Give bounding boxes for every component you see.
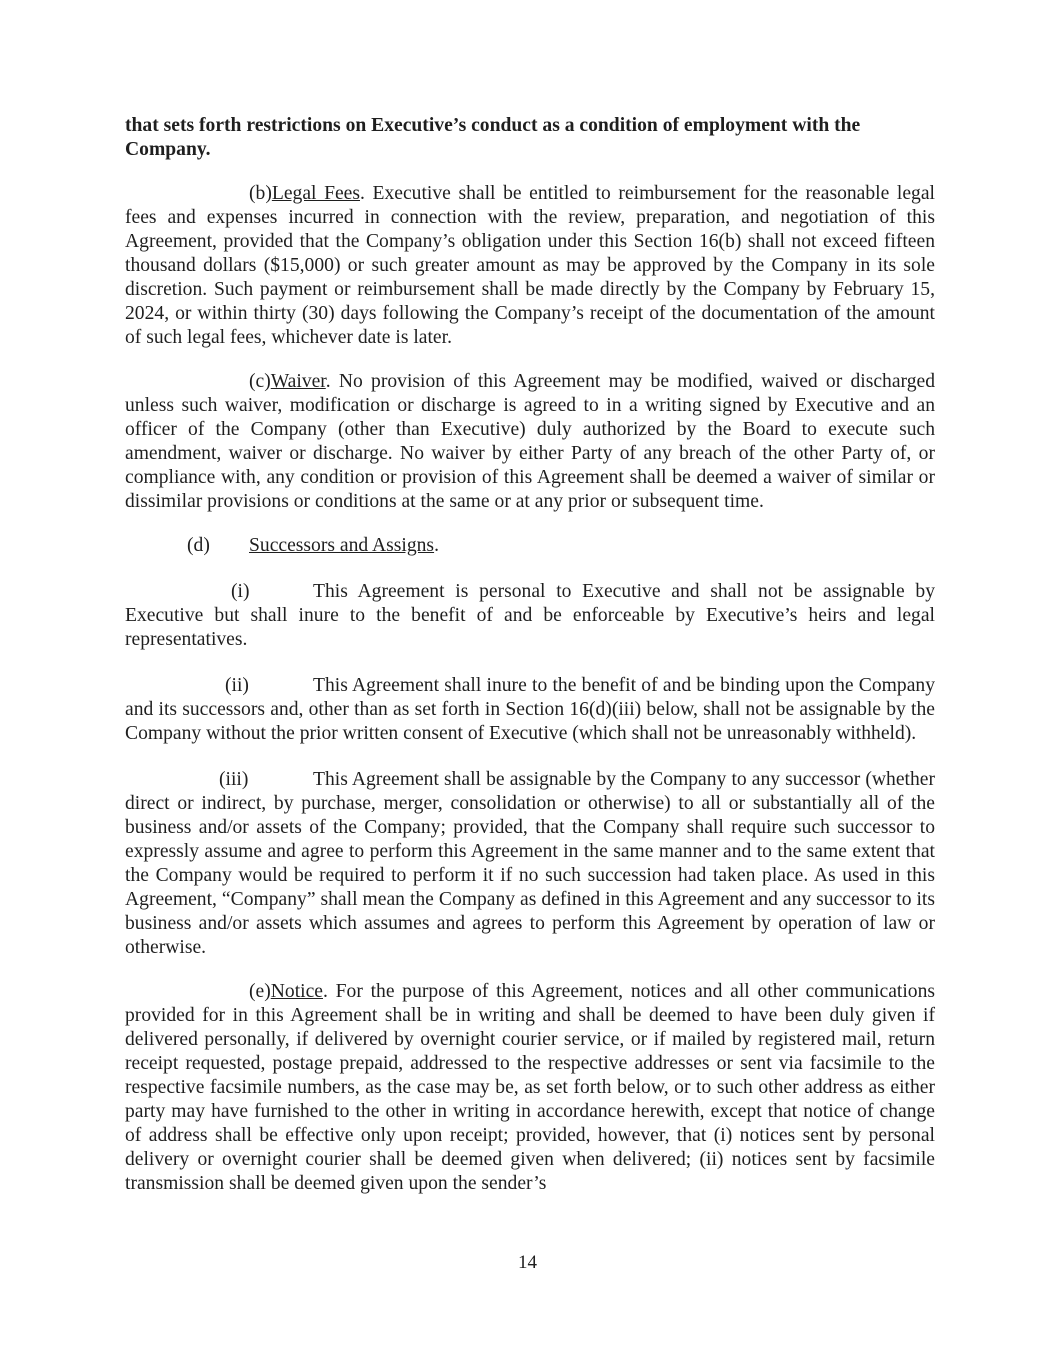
section-b-body: . Executive shall be entitled to reimbursement for the reasonable legal fees and expenses incurred in connection with the review, preparation, and negotiation of this Agreement, provided that the Company’s obligation under this Section 16(b) shall not exceed fifteen thousand dollars ($15,000) or such greater amount as may be approved by the Company in its sole discretion. Such payment or reimbursement shall be made directly by the Company by February 15, 2024, or within thirty (30) days following the Company’s receipt of the documentation of the amount of such legal fees, whichever date is later. — [125, 183, 935, 348]
section-c-marker: (c) — [249, 371, 271, 392]
section-e-heading: Notice — [270, 981, 323, 1002]
section-d-item-iii-marker: (iii) — [219, 769, 249, 790]
section-d-item-iii — [125, 768, 935, 960]
section-b-marker: (b) — [249, 183, 272, 204]
section-b-legal-fees — [125, 182, 935, 350]
section-d-successors — [125, 534, 935, 558]
section-d-body: . — [434, 535, 439, 556]
section-d-marker: (d) — [187, 535, 210, 556]
section-e-notice — [125, 980, 935, 1196]
lead-paragraph: that sets forth restrictions on Executive’s conduct as a condition of employment with the Company. — [125, 115, 861, 160]
section-d-item-i-marker: (i) — [231, 581, 250, 602]
section-e-body: . For the purpose of this Agreement, notices and all other communications provided for in this Agreement shall be in writing and shall be deemed to have been duly given if delivered personally, if delivered by overnight courier service, or if mailed by registered mail, return receipt requested, postage prepaid, addressed to the respective addresses or sent via facsimile to the respective facsimile numbers, as the case may be, as set forth below, or to such other address as either party may have furnished to the other in writing in accordance herewith, except that notice of change of address shall be effective only upon receipt; provided, however, that (i) notices sent by personal delivery or overnight courier shall be deemed given when delivered; (ii) notices sent by facsimile transmission shall be deemed given upon the sender’s — [125, 981, 935, 1194]
section-c-body: . No provision of this Agreement may be modified, waived or discharged unless such waiver, modification or discharge is agreed to in a writing signed by Executive and an officer of the Company (other than Executive) duly authorized by the Board to execute such amendment, waiver or discharge. No waiver by either Party of any breach of the other Party of, or compliance with, any condition or provision of this Agreement shall be deemed a waiver of similar or dissimilar provisions or conditions at the same or at any prior or subsequent time. — [125, 371, 935, 512]
section-d-item-iii-text: This Agreement shall be assignable by the Company to any successor (whether direct or indirect, by purchase, merger, consolidation or otherwise) to all or substantially all of the business and/or assets of the Company; provided, that the Company shall require such successor to expressly assume and agree to perform this Agreement in the same manner and to the same extent that the Company would be required to perform it if no such succession had taken place. As used in this Agreement, “Company” shall mean the Company as defined in this Agreement and any successor to its business and/or assets which assumes and agrees to perform this Agreement by operation of law or otherwise. — [125, 769, 935, 958]
section-d-item-ii-marker: (ii) — [225, 675, 249, 696]
section-c-heading: Waiver — [270, 371, 326, 392]
section-c-waiver — [125, 370, 935, 514]
section-d-heading: Successors and Assigns — [249, 535, 435, 556]
section-d-item-ii-text: This Agreement shall inure to the benefit of and be binding upon the Company and its successors and, other than as set forth in Section 16(d)(iii) below, shall not be assignable by the Company without the prior written consent of Executive (which shall not be unreasonably withheld). — [125, 675, 935, 744]
section-d-item-i — [125, 580, 935, 652]
page-number: 14 — [518, 1252, 537, 1273]
section-e-marker: (e) — [249, 981, 271, 1002]
section-d-item-i-text: This Agreement is personal to Executive and shall not be assignable by Executive but shall inure to the benefit of and be enforceable by Executive’s heirs and legal representatives. — [125, 581, 935, 650]
section-d-item-ii — [125, 674, 935, 746]
section-b-heading: Legal Fees — [271, 183, 360, 204]
document-page — [125, 114, 935, 1196]
